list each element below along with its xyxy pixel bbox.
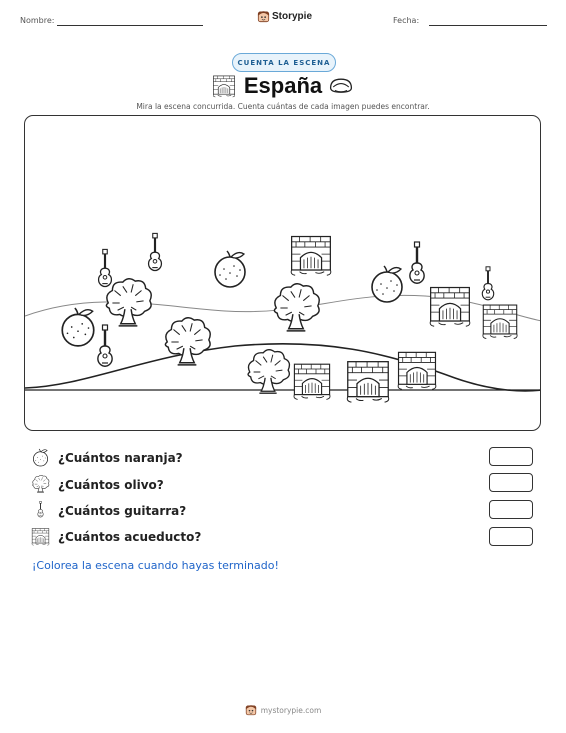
question-row [31, 501, 186, 520]
scene-frame [24, 115, 541, 431]
question-row [31, 475, 164, 494]
mascot-icon [257, 10, 270, 23]
orange-icon [31, 448, 50, 467]
aqueduct-item[interactable] [483, 305, 517, 338]
guitar-item[interactable] [482, 267, 493, 300]
question-row [31, 448, 183, 467]
question-text: ¿Cuántos acueducto? [58, 529, 202, 544]
olive-tree-item[interactable] [165, 318, 210, 365]
closing-instruction: ¡Colorea la escena cuando hayas terminado! [32, 559, 279, 572]
name-label: Nombre: [20, 16, 55, 25]
aqueduct-icon [31, 527, 50, 546]
olive-tree-item[interactable] [274, 284, 319, 331]
orange-item[interactable] [62, 308, 94, 346]
date-label: Fecha: [393, 16, 420, 25]
olive-tree-icon [31, 475, 50, 494]
answer-box-guitar[interactable] [489, 500, 533, 519]
answer-box-orange[interactable] [489, 447, 533, 466]
aqueduct-item[interactable] [398, 352, 436, 389]
activity-badge: CUENTA LA ESCENA [232, 53, 336, 72]
question-row [31, 527, 201, 546]
name-field[interactable] [57, 25, 203, 26]
bun-icon [328, 74, 354, 100]
instructions: Mira la escena concurrida. Cuenta cuántas de cada imagen puedes encontrar. [136, 102, 430, 111]
busy-scene [25, 116, 541, 431]
aqueduct-item[interactable] [294, 364, 330, 399]
date-field[interactable] [429, 25, 547, 26]
question-text: ¿Cuántos naranja? [58, 450, 183, 465]
answer-box-olive-tree[interactable] [489, 473, 533, 492]
orange-item[interactable] [215, 251, 245, 287]
olive-tree-item[interactable] [106, 279, 151, 326]
aqueduct-item[interactable] [430, 288, 470, 327]
guitar-item[interactable] [410, 242, 424, 283]
mascot-icon [245, 704, 257, 716]
aqueduct-item[interactable] [347, 362, 388, 402]
question-text: ¿Cuántos olivo? [58, 477, 164, 492]
guitar-item[interactable] [98, 325, 112, 366]
aqueduct-item[interactable] [291, 237, 331, 276]
guitar-icon [31, 501, 50, 520]
orange-item[interactable] [372, 266, 402, 302]
brand-logo [257, 10, 312, 23]
footer [0, 704, 566, 716]
brand-name: Storypie [272, 11, 313, 22]
page-title: España [243, 73, 323, 98]
question-text: ¿Cuántos guitarra? [58, 503, 187, 518]
guitar-item[interactable] [99, 249, 112, 286]
footer-url[interactable]: mystorypie.com [260, 705, 322, 715]
guitar-item[interactable] [149, 233, 162, 270]
olive-tree-item[interactable] [248, 350, 289, 393]
answer-box-aqueduct[interactable] [489, 527, 533, 546]
